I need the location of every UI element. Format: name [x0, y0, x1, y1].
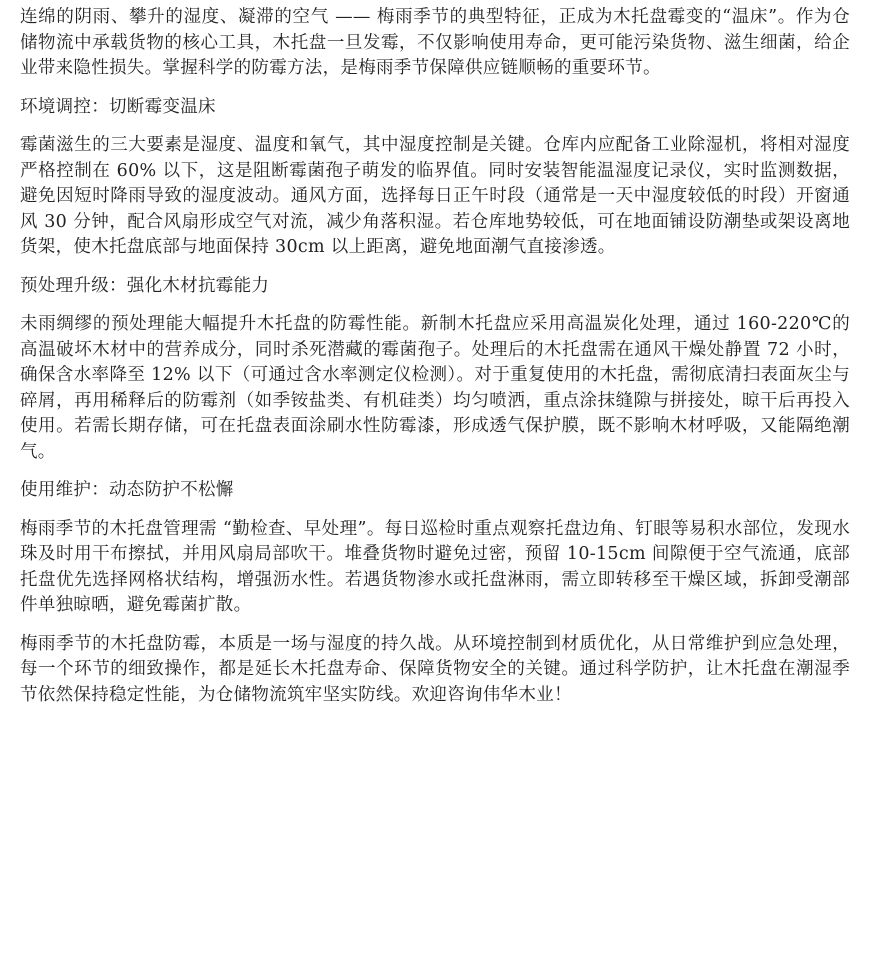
section-heading-pretreatment: 预处理升级：强化木材抗霉能力 [20, 275, 270, 296]
section-body-environment: 霉菌滋生的三大要素是湿度、温度和氧气，其中湿度控制是关键。仓库内应配备工业除湿机，将相对湿度严格控制在 60% 以下，这是阻断霉菌孢子萌发的临界值。同时安装智能温湿度记录仪，实时监测数据，避免因短时降雨导致的湿度波动。通风方面，选择每日正午时段（通常是一天中湿度较低的时段）开窗通风 30 分钟，配合风扇形成空气对流，减少角落积湿。若仓库地势较低，可在地面铺设防潮垫或架设离地货架，使木托盘底部与地面保持 30cm 以上距离，避免地面潮气直接渗透。 [20, 135, 850, 257]
section-body-maintenance: 梅雨季节的木托盘管理需 “勤检查、早处理”。每日巡检时重点观察托盘边角、钉眼等易积水部位，发现水珠及时用干布擦拭，并用风扇局部吹干。堆叠货物时避免过密，预留 10-15cm 间隙便于空气流通，底部托盘优先选择网格状结构，增强沥水性。若遇货物渗水或托盘淋雨，需立即转移至干燥区域，拆卸受潮部件单独晾晒，避免霉菌扩散。 [20, 518, 850, 615]
section-heading-environment: 环境调控：切断霉变温床 [20, 96, 216, 117]
section-body-pretreatment: 未雨绸缪的预处理能大幅提升木托盘的防霉性能。新制木托盘应采用高温炭化处理，通过 160-220℃的高温破坏木材中的营养成分，同时杀死潜藏的霉菌孢子。处理后的木托盘需在通风干燥处静置 72 小时，确保含水率降至 12% 以下（可通过含水率测定仪检测）。对于重复使用的木托盘，需彻底清扫表面灰尘与碎屑，再用稀释后的防霉剂（如季铵盐类、有机硅类）均匀喷洒，重点涂抹缝隙与拼接处，晾干后再投入使用。若需长期存储，可在托盘表面涂刷水性防霉漆，形成透气保护膜，既不影响木材呼吸，又能隔绝潮气。 [20, 314, 850, 462]
intro-paragraph: 连绵的阴雨、攀升的湿度、凝滞的空气 —— 梅雨季节的典型特征，正成为木托盘霉变的“温床”。作为仓储物流中承载货物的核心工具，木托盘一旦发霉，不仅影响使用寿命，更可能污染货物、滋生细菌，给企业带来隐性损失。掌握科学的防霉方法，是梅雨季节保障供应链顺畅的重要环节。 [20, 7, 850, 78]
section-heading-maintenance: 使用维护：动态防护不松懈 [20, 480, 234, 500]
conclusion-paragraph: 梅雨季节的木托盘防霉，本质是一场与湿度的持久战。从环境控制到材质优化，从日常维护到应急处理，每一个环节的细致操作，都是延长木托盘寿命、保障货物安全的关键。通过科学防护，让木托盘在潮湿季节依然保持稳定性能，为仓储物流筑牢坚实防线。欢迎咨询伟华木业！ [20, 633, 850, 705]
